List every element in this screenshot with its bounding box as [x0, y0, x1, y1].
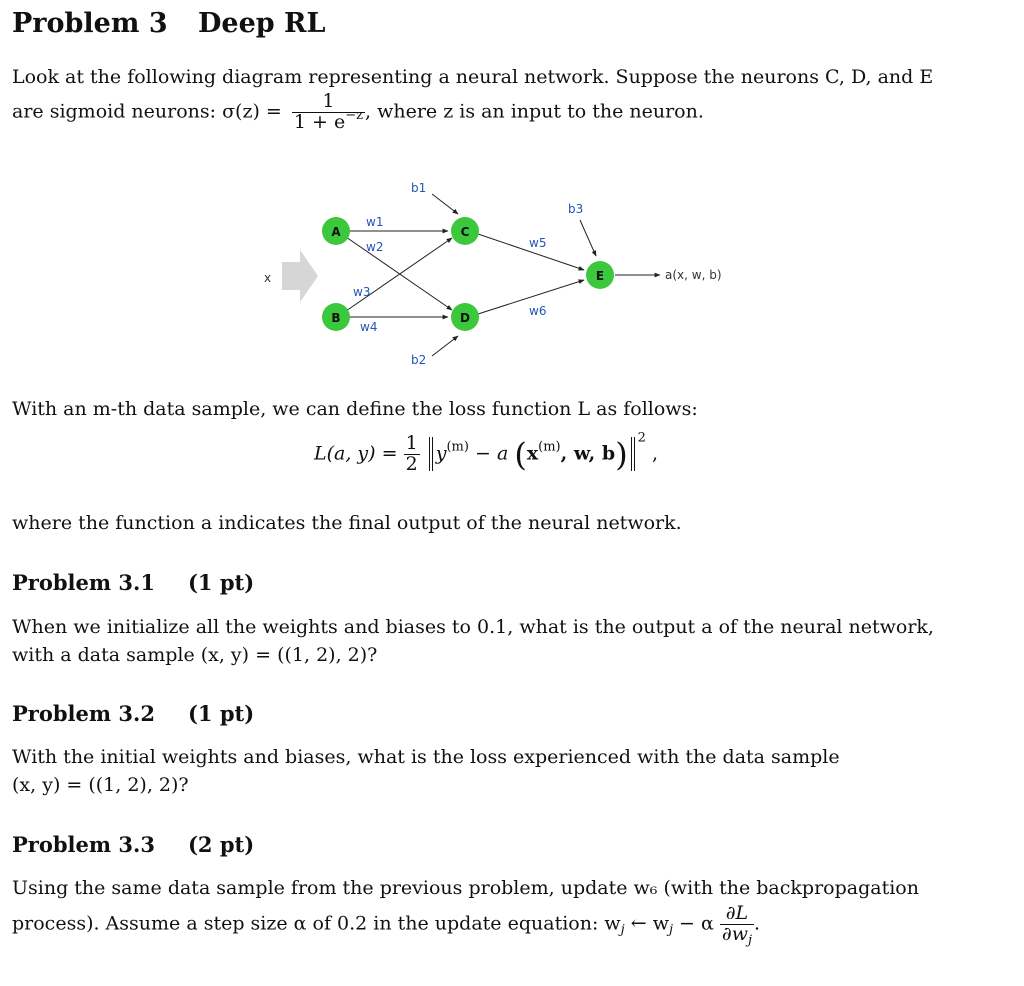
loss-half — [404, 434, 420, 475]
paren-open: ( — [514, 435, 527, 474]
intro-where: , where z is an input to the neuron. — [365, 100, 704, 123]
p32-line-2: (x, y) = ((1, 2), 2)? — [12, 774, 189, 796]
sigmoid-denominator — [292, 107, 365, 133]
node-d-label: D — [460, 311, 470, 325]
p33-arrow: ← w — [624, 912, 669, 935]
bias-b3: b3 — [568, 202, 584, 216]
problem-title: Deep RL — [198, 8, 326, 39]
p32-points: (1 pt) — [188, 701, 255, 726]
intro-line-2 — [12, 92, 704, 133]
p32-title: Problem 3.2 — [12, 701, 155, 726]
intro-line-1: Look at the following diagram representing a neural network. Suppose the neurons C, D, and E — [12, 66, 934, 88]
bias-b1: b1 — [411, 181, 427, 195]
half-num: 1 — [405, 432, 418, 454]
p33-line-1: Using the same data sample from the previous problem, update w₆ (with the backpropagation — [12, 877, 919, 899]
p33-period: . — [754, 912, 761, 935]
p33-title: Problem 3.3 — [12, 832, 155, 857]
loss-intro: With an m-th data sample, we can define the loss function L as follows: — [12, 398, 698, 420]
loss-square: 2 — [637, 430, 646, 446]
loss-equation — [314, 430, 659, 475]
edge-a-d — [346, 237, 452, 310]
bias-b2: b2 — [411, 353, 427, 367]
p33-update-text: process). Assume a step size α of 0.2 in the update equation: w — [12, 912, 621, 935]
p31-points: (1 pt) — [188, 570, 255, 595]
p32-line-1: With the initial weights and biases, what is the loss experienced with the data sample — [12, 746, 840, 768]
sigmoid-def: are sigmoid neurons: σ(z) = — [12, 100, 282, 123]
norm-left — [429, 437, 433, 471]
sigmoid-den-base: 1 + e — [293, 110, 346, 133]
bias-b1-arrow — [432, 194, 458, 214]
weight-w5: w5 — [529, 236, 547, 250]
p33-derivative-num: ∂L — [725, 902, 749, 924]
p33-points: (2 pt) — [188, 832, 255, 857]
weight-w1: w1 — [366, 215, 384, 229]
weight-w4: w4 — [360, 320, 378, 334]
loss-comma: , — [645, 442, 659, 465]
loss-minus-a: − a — [468, 442, 509, 465]
node-b-label: B — [331, 311, 341, 325]
p33-derivative — [720, 902, 754, 948]
weight-w6: w6 — [529, 304, 547, 318]
input-label: x — [264, 271, 272, 285]
sigmoid-numerator: 1 — [322, 90, 335, 112]
half-den: 2 — [405, 452, 418, 475]
p31-line-1: When we initialize all the weights and biases to 0.1, what is the output a of the neural network, — [12, 616, 934, 638]
p33-minus-alpha: − α — [673, 912, 714, 935]
p33-derivative-den — [720, 922, 754, 948]
p31-title: Problem 3.1 — [12, 570, 155, 595]
sigmoid-den-exp: −z — [345, 107, 363, 123]
node-c-label: C — [460, 225, 470, 239]
loss-x-sup: (m) — [538, 439, 561, 455]
p33-sub-j-3: j — [747, 932, 753, 948]
norm-right — [631, 437, 635, 471]
p33-line-2 — [12, 902, 761, 948]
loss-x: x — [526, 442, 539, 465]
loss-args: , w, b — [560, 442, 616, 465]
loss-y-sup: (m) — [446, 439, 469, 455]
edge-b-c — [346, 238, 452, 311]
problem-number: Problem 3 — [12, 8, 168, 39]
bias-b2-arrow — [432, 336, 458, 356]
weight-w3: w3 — [353, 285, 371, 299]
node-a-label: A — [331, 225, 341, 239]
sigmoid-fraction — [292, 92, 365, 133]
neural-network-diagram — [0, 170, 1024, 380]
p33-sub-j-1: j — [620, 922, 625, 938]
p33-sub-j-2: j — [668, 922, 673, 938]
paren-close: ) — [615, 435, 628, 474]
input-arrow-icon — [282, 250, 318, 302]
p33-derivative-den-base: ∂w — [721, 922, 748, 945]
loss-after: where the function a indicates the final output of the neural network. — [12, 512, 682, 534]
loss-y: y — [435, 442, 447, 465]
bias-b3-arrow — [580, 220, 596, 256]
weight-w2: w2 — [366, 240, 384, 254]
output-label: a(x, w, b) — [665, 268, 722, 282]
loss-lhs: L(a, y) = — [314, 442, 398, 465]
node-e-label: E — [595, 269, 605, 283]
p31-line-2: with a data sample (x, y) = ((1, 2), 2)? — [12, 644, 378, 666]
